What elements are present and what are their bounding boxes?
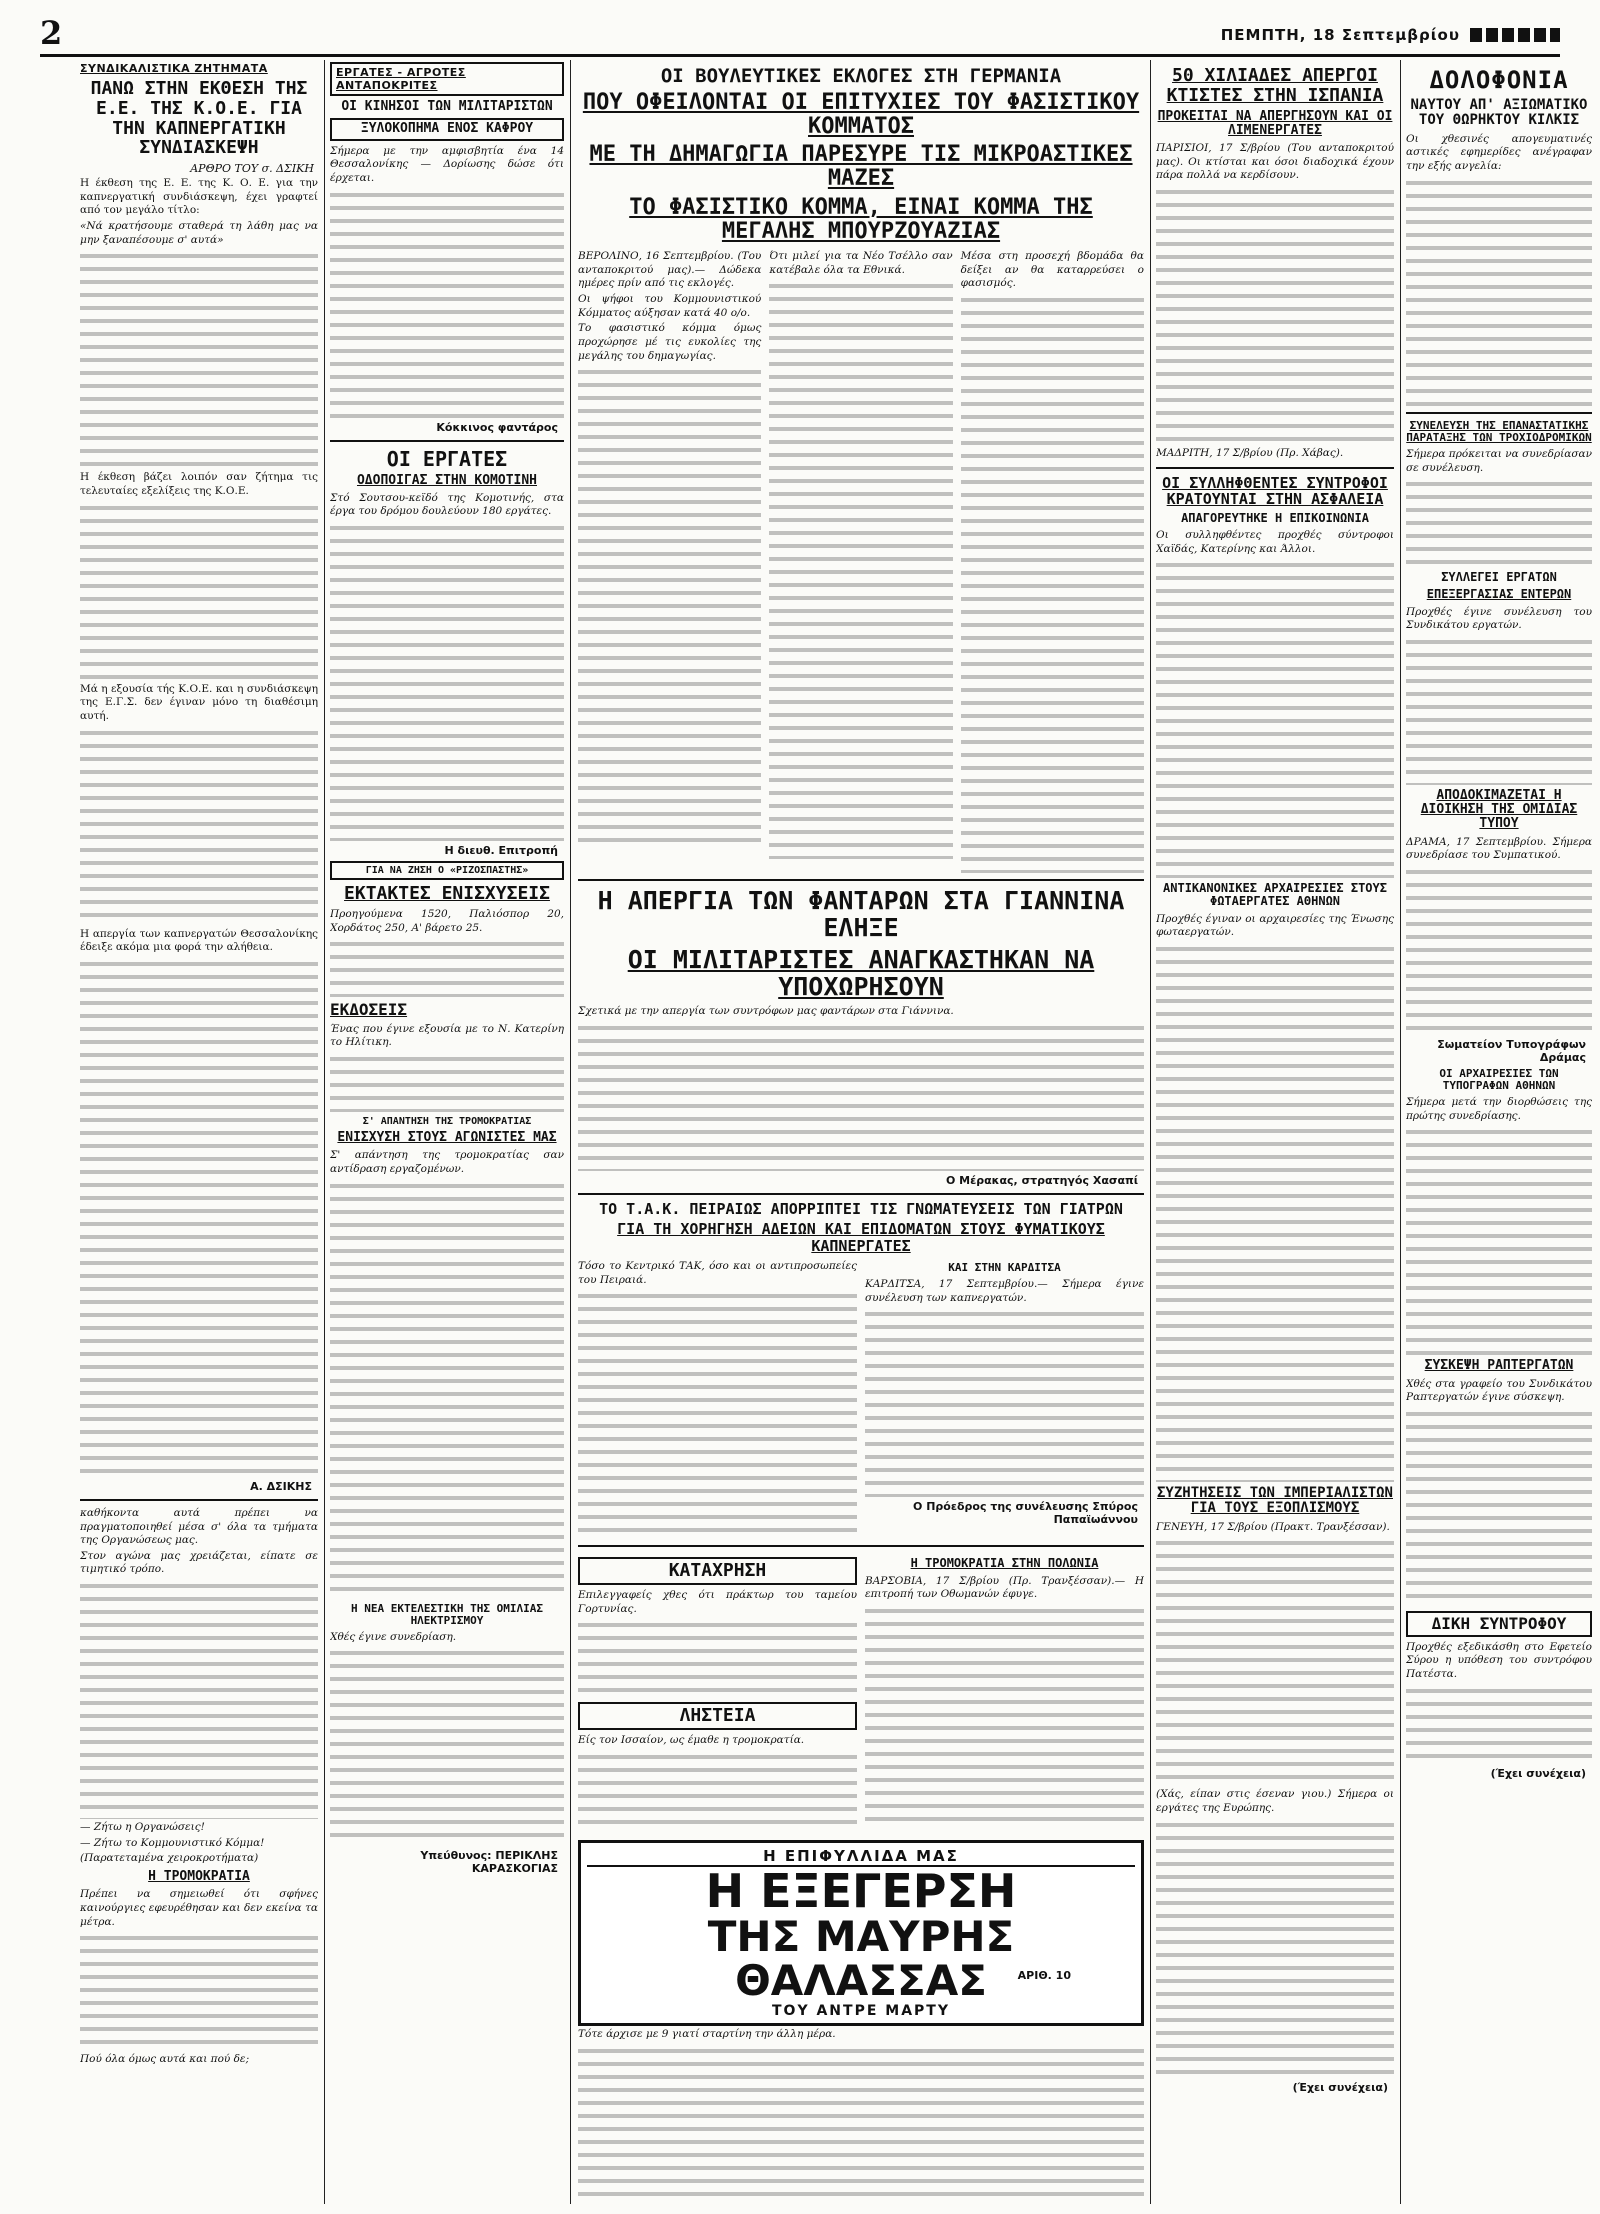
article-body-text: [1406, 1684, 1592, 1764]
article-headline: ΟΙ ΕΡΓΑΤΕΣ: [386, 446, 508, 471]
article-headline: Η ΤΡΟΜΟΚΡΑΤΙΑ ΣΤΗΝ ΠΟΛΩΝΙΑ: [910, 1556, 1099, 1571]
article-paragraph: «Νά κρατήσουμε σταθερά τη λάθη μας να μην ξαναπέσουμε σ' αυτά»: [80, 220, 318, 246]
article-paragraph: Οι συλληφθέντες προχθές σύντροφοι Χαϊδάς, Κατερίνης και Άλλοι.: [1156, 528, 1394, 555]
article-body-text: [578, 1618, 857, 1698]
article-paragraph: Χθές έγινε συνεδρίαση.: [330, 1630, 457, 1643]
article-signature: Α. ΔΣΙΚΗΣ: [250, 1479, 312, 1493]
article-headline: ΣΥΛΛΕΓΕΙ ΕΡΓΑΤΩΝ: [1441, 570, 1557, 585]
divider: [80, 1499, 318, 1501]
subheadline: Σ' ΑΠΑΝΤΗΣΗ ΤΗΣ ΤΡΟΜΟΚΡΑΤΙΑΣ: [362, 1116, 532, 1128]
ad-number: ΑΡΙΘ. 10: [1017, 1968, 1071, 1982]
masthead-decoration: [1470, 28, 1560, 42]
article-headline: ΠΑΝΩ ΣΤΗΝ ΕΚΘΕΣΗ ΤΗΣ Ε.Ε. ΤΗΣ Κ.Ο.Ε. ΓΙΑ ΤΗΝ ΚΑΠΝΕΡΓΑΤΙΚΗ ΣΥΝΔΙΑΣΚΕΨΗ: [90, 78, 308, 159]
article-headline: ΕΚΔΟΣΕΙΣ: [330, 1000, 408, 1020]
article-headline: ΔΙΚΗ ΣΥΝΤΡΟΦΟΥ: [1406, 1611, 1592, 1637]
article-headline: ΝΑΥΤΟΥ ΑΠ' ΑΞΙΩΜΑΤΙΚΟ ΤΟΥ ΘΩΡΗΚΤΟΥ ΚΙΛΚΙΣ: [1410, 97, 1588, 129]
fundraiser-note: ΓΙΑ ΝΑ ΖΗΣΗ Ο «ΡΙΖΟΣΠΑΣΤΗΣ»: [330, 861, 564, 880]
article-paragraph: ΔΡΑΜΑ, 17 Σεπτεμβρίου. Σήμερα συνεδρίασε του Συμπατικού.: [1406, 835, 1592, 862]
article-signature: (Έχει συνέχεια): [1292, 2080, 1388, 2094]
article-column: [865, 1258, 1144, 1539]
ad-title: Η ΕΠΙΦΥΛΛΙΔΑ ΜΑΣ: [587, 1847, 1135, 1867]
divider: [578, 879, 1144, 881]
article-body-text: [330, 1179, 564, 1599]
article-paragraph: Οι χθεσινές απογευματινές αστικές εφημερίδες ανέγραφαν την εξής ανγελία:: [1406, 132, 1592, 173]
column-labor-report: [80, 62, 318, 2202]
article-paragraph: Μέσα στη προσεχή βδομάδα θα δείξει αν θα καταρρεύσει ο φασισμός.: [960, 250, 1144, 290]
article-headline: ΟΙ ΣΥΛΛΗΦΘΕΝΤΕΣ ΣΥΝΤΡΟΦΟΙ ΚΡΑΤΟΥΝΤΑΙ ΣΤΗΝ ΑΣΦΑΛΕΙΑ: [1162, 473, 1388, 509]
article-body-text: [1156, 185, 1394, 445]
article-body-text: [330, 1646, 564, 1846]
main-headline: ΤΟ ΦΑΣΙΣΤΙΚΟ ΚΟΜΜΑ, ΕΙΝΑΙ ΚΟΜΜΑ ΤΗΣ ΜΕΓΑΛΗΣ ΜΠΟΥΡΖΟΥΑΖΙΑΣ: [629, 194, 1093, 244]
article-paragraph: ΒΑΡΣΟΒΙΑ, 17 Σ/βρίου (Πρ. Τρανξέσσαν).— Η επιτροπή των Οθωμανών έφυγε.: [865, 1574, 1144, 1601]
article-paragraph: Το φασιστικό κόμμα όμως προχώρησε μέ τις ευκολίες της μεγάλης του δημαγωγίας.: [578, 322, 762, 362]
article-body-text: [1156, 1536, 1394, 1786]
date-line: ΠΕΜΠΤΗ, 18 Σεπτεμβρίου: [1220, 26, 1460, 44]
article-paragraph: Τόσο το Κεντρικό ΤΑΚ, όσο και οι αντιπροσωπείες του Πειραιά.: [578, 1260, 857, 1286]
article-headline: ΣΥΖΗΤΗΣΕΙΣ ΤΩΝ ΙΜΠΕΡΙΑΛΙΣΤΩΝ ΓΙΑ ΤΟΥΣ ΕΞΟΠΛΙΣΜΟΥΣ: [1156, 1484, 1393, 1517]
section-kicker: ΟΙ ΒΟΥΛΕΥΤΙΚΕΣ ΕΚΛΟΓΕΣ ΣΤΗ ΓΕΡΜΑΝΙΑ: [660, 65, 1062, 87]
article-signature: (Έχει συνέχεια): [1490, 1766, 1586, 1780]
section-kicker: ΕΡΓΑΤΕΣ - ΑΓΡΟΤΕΣ ΑΝΤΑΠΟΚΡΙΤΕΣ: [330, 62, 564, 96]
article-body-text: [80, 249, 318, 469]
article-body-text: [330, 937, 564, 997]
article-column: [578, 248, 761, 873]
article-body-text: [961, 293, 1144, 873]
article-column: [769, 248, 952, 873]
column-correspondents: [330, 62, 564, 2202]
article-paragraph: Προχθές εξεδικάσθη στο Εφετείο Σύρου η υπόθεση του συντρόφου Πατέστα.: [1406, 1640, 1592, 1680]
article-headline: ΚΑΤΑΧΡΗΣΗ: [578, 1557, 857, 1585]
column-rule: [1400, 60, 1401, 2204]
article-paragraph: Στό Σουτσου-κεϊδό της Κομοτινής, στα έργα του δρόμου δουλεύουν 180 εργάτες.: [330, 491, 564, 518]
article-columns: [578, 248, 1144, 873]
article-paragraph: Στον αγώνα μας χρειάζεται, είπατε σε τιμητικό τρόπο.: [80, 1549, 318, 1576]
article-paragraph: Προχθές έγιναν οι αρχαιρεσίες της Ένωσης φωταεργατών.: [1156, 912, 1394, 939]
masthead-strip: [40, 14, 1560, 57]
article-headline: ΣΥΣΚΕΨΗ ΡΑΠΤΕΡΓΑΤΩΝ: [1424, 1358, 1574, 1374]
serial-advertisement: [578, 1840, 1144, 2026]
article-signature: Υπεύθυνος: ΠΕΡΙΚΛΗΣ ΚΑΡΑΣΚΟΓΙΑΣ: [420, 1849, 558, 1876]
article-column: [961, 248, 1144, 873]
article-body-text: [80, 957, 318, 1477]
article-headline: ΟΙ ΚΙΝΗΣΟΙ ΤΩΝ ΜΙΛΙΤΑΡΙΣΤΩΝ: [341, 99, 553, 114]
article-body-text: [80, 1931, 318, 2051]
article-paragraph: ΠΑΡΙΣΙΟΙ, 17 Σ/βρίου (Του ανταποκριτού μας). Οι κτίσται και όσοι διαδοχικά έχουν πάρα πολλά να κερδίσουν.: [1156, 142, 1394, 182]
subheadline: Η ΤΡΟΜΟΚΡΑΤΙΑ: [148, 1869, 250, 1884]
article-headline: ΕΠΕΞΕΡΓΑΣΙΑΣ ΕΝΤΕΡΩΝ: [1426, 587, 1572, 602]
article-paragraph: Πού όλα όμως αυτά και πού δε;: [80, 2053, 250, 2066]
article-paragraph: Προχθές έγινε συνέλευση του Συνδικάτου εργατών.: [1406, 605, 1592, 632]
column-rule: [1150, 60, 1151, 2204]
article-body-text: [330, 1052, 564, 1112]
article-paragraph: — Ζήτω το Κομμουνιστικό Κόμμα!: [80, 1836, 265, 1849]
article-headline: ΑΠΟΔΟΚΙΜΑΖΕΤΑΙ Η ΔΙΟΙΚΗΣΗ ΤΗΣ ΟΜΙΔΙΑΣ ΤΥΠΟΥ: [1420, 787, 1578, 832]
article-body-text: [1406, 635, 1592, 785]
article-headline: ΑΝΤΙΚΑΝΟΝΙΚΕΣ ΑΡΧΑΙΡΕΣΙΕΣ ΣΤΟΥΣ ΦΩΤΑΕΡΓΑΤΕΣ ΑΘΗΝΩΝ: [1163, 881, 1387, 909]
article-body-text: [578, 1021, 1144, 1171]
article-body-text: [1406, 1407, 1592, 1607]
article-headline: ΑΠΑΓΟΡΕΥΤΗΚΕ Η ΕΠΙΚΟΙΝΩΝΙΑ: [1181, 510, 1369, 525]
column-international: [1156, 62, 1394, 2202]
article-body-text: [578, 365, 761, 845]
main-headline: Η ΑΠΕΡΓΙΑ ΤΩΝ ΦΑΝΤΑΡΩΝ ΣΤΑ ΓΙΑΝΝΙΝΑ ΕΛΗΞΕ: [597, 885, 1125, 943]
short-items: [578, 1553, 1144, 1830]
article-paragraph: ΜΑΔΡΙΤΗ, 17 Σ/βρίου (Πρ. Χάβας).: [1156, 447, 1344, 460]
article-headline: ΛΗΣΤΕΙΑ: [578, 1702, 857, 1730]
article-headline: ΠΡΟΚΕΙΤΑΙ ΝΑ ΑΠΕΡΓΗΣΟΥΝ ΚΑΙ ΟΙ ΛΙΜΕΝΕΡΓΑΤΕΣ: [1157, 108, 1393, 138]
article-paragraph: ΚΑΡΔΙΤΣΑ, 17 Σεπτεμβρίου.— Σήμερα έγινε συνέλευση των καπνεργατών.: [865, 1278, 1144, 1304]
article-signature: Η διευθ. Επιτροπή: [444, 844, 558, 858]
article-paragraph: Η απεργία των καπνεργατών Θεσσαλονίκης έδειξε ακόμα μια φορά την αλήθεια.: [80, 927, 318, 954]
column-local-news: [1406, 62, 1592, 2202]
article-signature: Ο Πρόεδρος της συνέλευσης Σπύρος Παπαϊωάννου: [913, 1500, 1138, 1527]
article-headline: ΞΥΛΟΚΟΠΗΜΑ ΕΝΟΣ ΚΑΦΡΟΥ: [330, 118, 564, 140]
column-center: [578, 62, 1144, 2202]
article-paragraph: Σήμερα μετά την διορθώσεις της πρώτης συνεδρίασης.: [1406, 1096, 1592, 1122]
article-paragraph: Προηγούμενα 1520, Παλιόσπορ 20, Χορδάτος 250, Α' βάρετο 25.: [330, 907, 564, 934]
article-body-text: [1156, 558, 1394, 878]
article-column: [578, 1553, 857, 1830]
article-body-text: [1406, 477, 1592, 567]
main-headline: ΜΕ ΤΗ ΔΗΜΑΓΩΓΙΑ ΠΑΡΕΣΥΡΕ ΤΙΣ ΜΙΚΡΟΑΣΤΙΚΕΣ ΜΑΖΕΣ: [589, 142, 1133, 192]
article-body-text: [330, 521, 564, 841]
article-column: [865, 1553, 1144, 1830]
article-paragraph: Οι ψήφοι του Κομμουνιστικού Κόμματος αύξησαν κατά 40 ο/ο.: [578, 292, 762, 319]
article-headline: ΟΔΟΠΟΙΓΑΣ ΣΤΗΝ ΚΟΜΟΤΙΝΗ: [356, 472, 537, 488]
article-headline: ΔΟΛΟΦΟΝΙΑ: [1429, 66, 1569, 94]
article-body-text: [1156, 1818, 1394, 2078]
article-body-text: [1406, 176, 1592, 406]
ad-headline: Η ΕΞΕΓΕΡΣΗ: [705, 1863, 1017, 1918]
article-paragraph: Η έκθεση βάζει λοιπόν σαν ζήτημα τις τελευταίες εξελίξεις της Κ.Ο.Ε.: [80, 471, 318, 498]
main-headline: ΟΙ ΜΙΛΙΤΑΡΙΣΤΕΣ ΑΝΑΓΚΑΣΤΗΚΑΝ ΝΑ ΥΠΟΧΩΡΗΣΟΥΝ: [627, 944, 1095, 1002]
article-paragraph: Επιλεγγαφείς χθες ότι πράκτωρ του ταμείου Γορτυνίας.: [578, 1589, 857, 1615]
divider: [578, 1545, 1144, 1547]
article-paragraph: Ένας που έγινε εξουσία με το Ν. Κατερίνη το Ηλίτικη.: [330, 1022, 564, 1049]
article-body-text: [1406, 1125, 1592, 1355]
article-body-text: [80, 726, 318, 926]
article-body-text: [578, 1289, 857, 1539]
article-signature: Ο Μέρακας, στρατηγός Χασαπί: [945, 1173, 1138, 1187]
article-body-text: [769, 279, 952, 859]
article-body-text: [80, 1579, 318, 1819]
article-body-text: [80, 501, 318, 681]
article-signature: Σωματείον Τυπογράφων Δράμας: [1437, 1038, 1586, 1064]
divider: [578, 1193, 1144, 1195]
article-body-text: [330, 188, 564, 418]
article-signature: Κόκκινος φαντάρος: [436, 420, 558, 434]
ad-author: ΤΟΥ ΑΝΤΡΕ ΜΑΡΤΥ: [772, 2003, 950, 2020]
article-body-text: [865, 1307, 1144, 1497]
article-paragraph: (Χάς, είπαν στις έσεναν γιου.) Σήμερα οι εργάτες της Ευρώπης.: [1156, 1788, 1394, 1814]
article-paragraph: (Παρατεταμένα χειροκροτήματα): [80, 1852, 259, 1865]
article-body-text: [865, 1604, 1144, 1824]
article-paragraph: Σήμερα με την αμφισβητία ένα 14 Θεσσαλονίκης — Δορίωσης δώσε ότι έρχεται.: [330, 144, 564, 184]
column-rule: [324, 60, 325, 2204]
divider: [1406, 412, 1592, 414]
article-paragraph: καθήκοντα αυτά πρέπει να πραγματοποιηθεί μέσα σ' όλα τα τμήματα της Οργανώσεως μας.: [80, 1506, 318, 1547]
article-paragraph: Σχετικά με την απεργία των συντρόφων μας φαντάρων στα Γιάννινα.: [578, 1004, 954, 1017]
article-headline: ΟΙ ΑΡΧΑΙΡΕΣΙΕΣ ΤΩΝ ΤΥΠΟΓΡΑΦΩΝ ΑΘΗΝΩΝ: [1439, 1067, 1559, 1093]
article-body-text: [1406, 865, 1592, 1035]
section-kicker: ΣΥΝΔΙΚΑΛΙΣΤΙΚΑ ΖΗΤΗΜΑΤΑ: [80, 62, 268, 75]
article-headline: ΕΝΙΣΧΥΣΗ ΣΤΟΥΣ ΑΓΩΝΙΣΤΕΣ ΜΑΣ: [337, 1130, 557, 1146]
article-headline: ΤΟ Τ.Α.Κ. ΠΕΙΡΑΙΩΣ ΑΠΟΡΡΙΠΤΕΙ ΤΙΣ ΓΝΩΜΑΤΕΥΣΕΙΣ ΤΩΝ ΓΙΑΤΡΩΝ: [599, 1199, 1123, 1218]
subheadline: ΚΑΙ ΣΤΗΝ ΚΑΡΔΙΤΣΑ: [948, 1261, 1061, 1275]
article-body-text: [578, 1750, 857, 1830]
column-rule: [570, 60, 571, 2204]
article-headline: ΓΙΑ ΤΗ ΧΟΡΗΓΗΣΗ ΑΔΕΙΩΝ ΚΑΙ ΕΠΙΔΟΜΑΤΩΝ ΣΤΟΥΣ ΦΥΜΑΤΙΚΟΥΣ ΚΑΠΝΕΡΓΑΤΕΣ: [617, 1220, 1105, 1255]
article-columns: [578, 1258, 1144, 1539]
article-headline: ΕΚΤΑΚΤΕΣ ΕΝΙΣΧΥΣΕΙΣ: [344, 883, 550, 905]
article-paragraph: Ότι μιλεί για τα Νέο Τσέλλο σαν κατέβαλε όλα τα Εθνικά.: [769, 250, 953, 276]
divider: [330, 440, 564, 442]
article-paragraph: Είς τον Ισσαίον, ως έμαθε η τρομοκρατία.: [578, 1734, 805, 1747]
main-headline: ΠΟΥ ΟΦΕΙΛΟΝΤΑΙ ΟΙ ΕΠΙΤΥΧΙΕΣ ΤΟΥ ΦΑΣΙΣΤΙΚΟΥ ΚΟΜΜΑΤΟΣ: [582, 89, 1140, 140]
article-paragraph: Σήμερα πρόκειται να συνεδρίασαν σε συνέλευση.: [1406, 447, 1592, 474]
article-paragraph: Μά η εξουσία τής Κ.Ο.Ε. και η συνδιάσκεψη της Ε.Γ.Σ. δεν έγιναν μόνο τη διαθέσιμη αυτή.: [80, 682, 318, 722]
article-paragraph: — Ζήτω η Οργανώσεις!: [80, 1821, 205, 1834]
article-body-text: [1156, 942, 1394, 1482]
article-body-text: [578, 2044, 1144, 2202]
page-number: 2: [40, 14, 63, 52]
article-column: [578, 1258, 857, 1539]
article-byline: ΑΡΘΡΟ ΤΟΥ σ. ΔΣΙΚΗ: [190, 162, 314, 176]
article-paragraph: Τότε άρχισε με 9 γιατί σταρτίνη την άλλη μέρα.: [578, 2028, 836, 2041]
article-headline: ΣΥΝΕΛΕΥΣΗ ΤΗΣ ΕΠΑΝΑΣΤΑΤΙΚΗΣ ΠΑΡΑΤΑΞΗΣ ΤΩΝ ΤΡΟΧΙΟΔΡΟΜΙΚΩΝ: [1406, 418, 1592, 444]
article-paragraph: Χθές στα γραφείο του Συνδικάτου Ραπτεργατών έγινε σύσκεψη.: [1406, 1377, 1592, 1404]
article-paragraph: ΒΕΡΟΛΙΝΟ, 16 Σεπτεμβρίου. (Του ανταποκριτού μας).— Δώδεκα ημέρες πρίν από τις εκλογές.: [578, 250, 762, 290]
article-paragraph: Η έκθεση της Ε. Ε. της Κ. Ο. Ε. για την καπνεργατική συνδιάσκεψη, έχει γραφτεί από τον μεγάλο τίτλο:: [80, 177, 318, 217]
article-paragraph: Πρέπει να σημειωθεί ότι σφήνες καινούργιες εφευρέθησαν και δεν εκείνα τα μέτρα.: [80, 1888, 318, 1928]
subheadline: Η ΝΕΑ ΕΚΤΕΛΕΣΤΙΚΗ ΤΗΣ ΟΜΙΛΙΑΣ ΗΛΕΚΤΡΙΣΜΟΥ: [350, 1601, 544, 1627]
article-headline: 50 ΧΙΛΙΑΔΕΣ ΑΠΕΡΓΟΙ ΚΤΙΣΤΕΣ ΣΤΗΝ ΙΣΠΑΝΙΑ: [1166, 65, 1384, 106]
article-paragraph: Σ' απάντηση της τρομοκρατίας σαν αντίδραση εργαζομένων.: [330, 1149, 564, 1175]
ad-headline: ΤΗΣ ΜΑΥΡΗΣ ΘΑΛΑΣΣΑΣ: [707, 1912, 1015, 2006]
article-paragraph: ΓΕΝΕΥΗ, 17 Σ/βρίου (Πρακτ. Τρανξέσσαν).: [1156, 1520, 1390, 1533]
divider: [1156, 467, 1394, 469]
